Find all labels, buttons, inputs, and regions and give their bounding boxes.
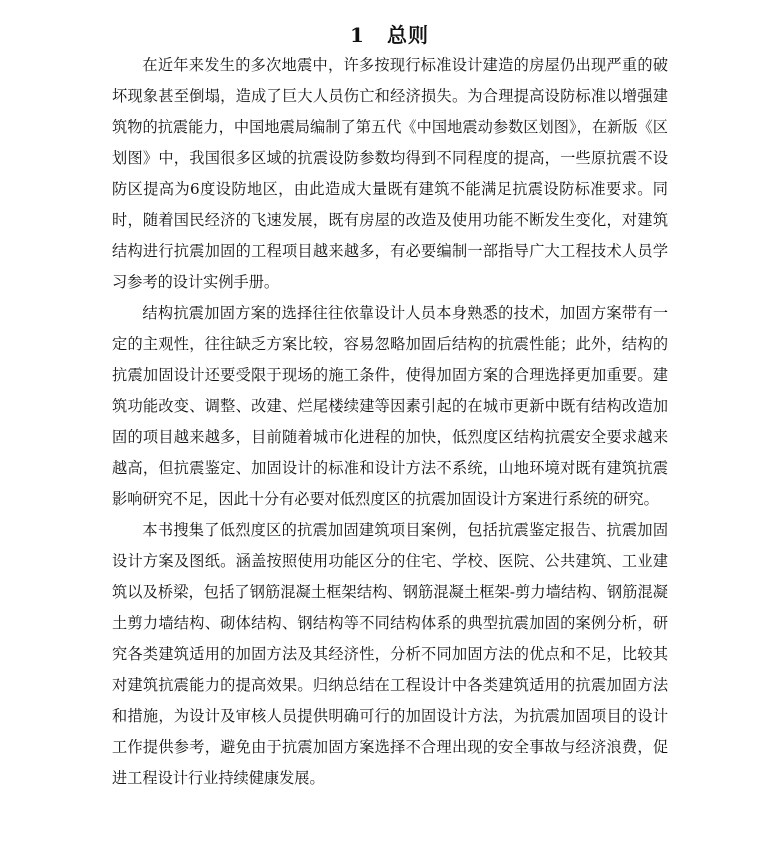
chapter-number: 1	[350, 23, 365, 48]
paragraph-3: 本书搜集了低烈度区的抗震加固建筑项目案例，包括抗震鉴定报告、抗震加固设计方案及图纸。涵盖按照使用功能区分的住宅、学校、医院、公共建筑、工业建筑以及桥梁，包括了钢筋混凝土框架结构、钢筋混凝土框架-剪力墙结构、钢筋混凝土剪力墙结构、砌体结构、钢结构等不同结构体系的典型抗震加固的案例分析，研究各类建筑适用的加固方法及其经济性，分析不同加固方法的优点和不足，比较其对建筑抗震能力的提高效果。归纳总结在工程设计中各类建筑适用的抗震加固方法和措施，为设计及审核人员提供明确可行的加固设计方法，为抗震加固项目的设计工作提供参考，避免由于抗震加固方案选择不合理出现的安全事故与经济浪费，促进工程设计行业持续健康发展。	[112, 521, 668, 787]
chapter-heading	[0, 19, 779, 48]
paragraph-2: 结构抗震加固方案的选择往往依靠设计人员本身熟悉的技术，加固方案带有一定的主观性，往往缺乏方案比较，容易忽略加固后结构的抗震性能；此外，结构的抗震加固设计还要受限于现场的施工条件，使得加固方案的合理选择更加重要。建筑功能改变、调整、改建、烂尾楼续建等因素引起的在城市更新中既有结构改造加固的项目越来越多，目前随着城市化进程的加快，低烈度区结构抗震安全要求越来越高，但抗震鉴定、加固设计的标准和设计方法不系统，山地环境对既有建筑抗震影响研究不足，因此十分有必要对低烈度区的抗震加固设计方案进行系统的研究。	[112, 304, 668, 508]
paragraph-1: 在近年来发生的多次地震中，许多按现行标准设计建造的房屋仍出现严重的破坏现象甚至倒塌，造成了巨大人员伤亡和经济损失。为合理提高设防标准以增强建筑物的抗震能力，中国地震局编制了第五代《中国地震动参数区划图》，在新版《区划图》中，我国很多区域的抗震设防参数均得到不同程度的提高，一些原抗震不设防区提高为6度设防地区，由此造成大量既有建筑不能满足抗震设防标准要求。同时，随着国民经济的飞速发展，既有房屋的改造及使用功能不断发生变化，对建筑结构进行抗震加固的工程项目越来越多，有必要编制一部指导广大工程技术人员学习参考的设计实例手册。	[112, 56, 668, 291]
body-text	[112, 50, 668, 794]
chapter-title: 总则	[386, 23, 429, 48]
